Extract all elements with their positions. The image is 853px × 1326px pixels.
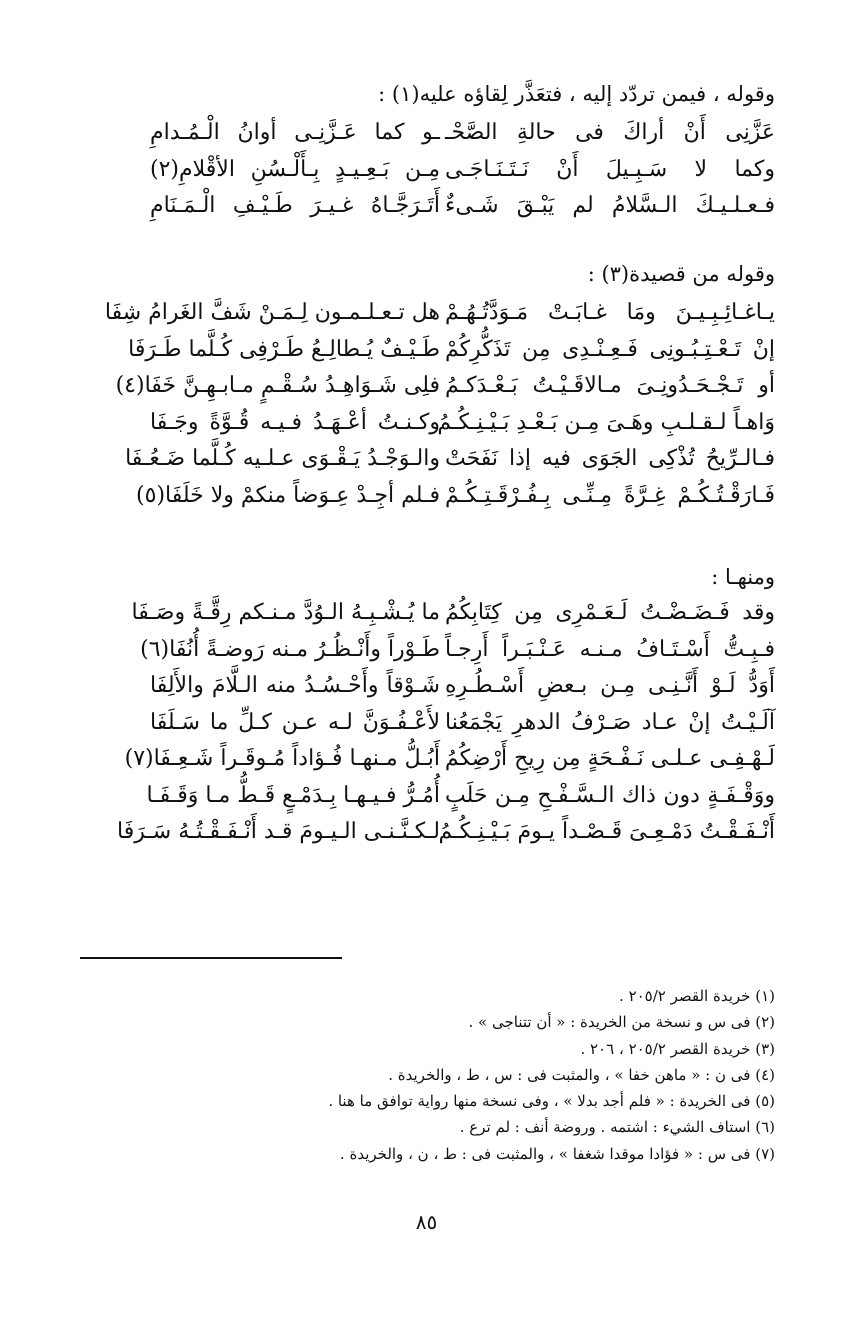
poem-stanza: [116, 600, 775, 856]
first-hemistich: فـالـرِّيحُ تُذْكِى الجَوَى فيه إذا نَفَحَتْ: [445, 446, 775, 471]
second-hemistich: أَتَـرَجَّـاهُ غـيـرَ طَـيْـفِ الْـمَـنَامِ: [150, 193, 440, 218]
verse-line: [131, 600, 775, 637]
first-hemistich: فَـارَقْـتُـكُـمْ غِـرَّةً مِـنِّـى بِـفُـرْقَـتِـكُـمْ: [445, 482, 775, 508]
verse-line: [150, 410, 775, 447]
first-hemistich: أَوَدُّ لَـوْ أَنَّـنِـى مِـن بـعضِ أَسْـطُـرِهِ: [445, 673, 775, 698]
verse-line: [150, 157, 775, 194]
footnote: (٧) فى س : « فؤادا موقدا شغفا » ، والمثبت فى : ط ، ن ، والخريدة .: [339, 1144, 775, 1163]
first-hemistich: وكما لا سَـبِـيلَ أَنْ نَـتَـنَـاجَـى: [445, 156, 775, 182]
first-hemistich: فـعـلـيـكَ الـسَّلامُ لم يَبْـقَ شَـىءٌ: [445, 193, 775, 218]
first-hemistich: أو تَـجْـحَـدُونِـىَ مـالاقَـيْـتُ بَـعْـدَكـمُ: [445, 373, 775, 398]
footnote: (٣) خريدة القصر ٢٠٥/٢ ، ٢٠٦ .: [580, 1039, 775, 1058]
second-hemistich: أَبُـلُّ مـنهـا فُـؤاداً مُـوقَـراً شَـعِـفَا(٧): [124, 746, 440, 771]
second-hemistich: ما يُـشْـبِـهُ الـوُدَّ مـنـكم رِقَّـةً وصَـفَا: [131, 600, 440, 625]
first-hemistich: لَـهْـفِـى عـلـى نَـفْـحَةٍ مِن رِيحِ أَرْضِكُمُ: [444, 746, 775, 771]
second-hemistich: والـوَجْـدُ يَـقْـوَى عـلـيه كُـلَّما ضَـعُـفَا: [125, 446, 440, 471]
verse-line: [140, 636, 775, 674]
verse-line: [150, 120, 775, 157]
second-hemistich: طَـوْراً وأَنْـظُـرُ مـنه رَوضـةً أُنُفَا(٦): [140, 636, 440, 662]
verse-line: [116, 819, 775, 856]
first-hemistich: يـاغـائِـبِـيـنَ ومَا غـابَـتْ مَـوَدَّتُـهُـمْ: [445, 300, 775, 325]
second-hemistich: لـكـنَّـنـى الـيـومَ قـد أَنْـفَـقْـتُـهُ سَـرَفَا: [116, 819, 440, 844]
poem-stanza: [150, 120, 775, 230]
verse-line: [150, 193, 775, 230]
verse-line: [146, 782, 775, 820]
poem-stanza: [104, 300, 775, 519]
second-hemistich: طَـيْـفٌ يُـطالِـعُ طَـرْفِى كُـلَّما طَـرَفَا: [128, 336, 440, 362]
verse-line: [150, 710, 775, 747]
second-hemistich: هل تـعـلـمـون لِـمَـنْ شَفَّ الغَرامُ شِفَا: [104, 300, 440, 325]
page-number: ٨٥: [415, 1210, 438, 1234]
first-hemistich: آلَـيْـتُ إنْ عـاد صَـرْفُ الدهرِ يَجْمَعُنا: [445, 709, 775, 735]
section-intro: ومنهـا :: [711, 565, 775, 589]
second-hemistich: مِـن بَـعِـيـدٍ بِـأَلْـسُنِ الأقْلامِ(٢): [150, 156, 440, 182]
second-hemistich: فلِى شَـوَاهِـدُ سُـقْـمٍ مـابـهِـنَّ خَفَا(٤): [115, 373, 440, 398]
second-hemistich: فـلم أجِـدْ عِـوَضاً منكمْ ولا خَلَفَا(٥): [136, 482, 440, 508]
second-hemistich: ـو كما عَـزَّنِـى أوانُ الْـمُـدامِ: [150, 120, 440, 145]
verse-line: [136, 482, 775, 520]
second-hemistich: وكـنـتُ أعْـهَـدُ فـيـه قُـوَّةً وجَـفَا: [150, 409, 440, 435]
verse-line: [104, 300, 775, 337]
verse-line: [124, 746, 775, 783]
first-hemistich: إنْ تَـعْـتِـبُـونِى فَـعِـنْـدِى مِن تَذَكُّرِكُمْ: [445, 336, 775, 362]
footnote: (٤) فى ن : « ماهن خفا » ، والمثبت فى : س ، ط ، والخريدة .: [388, 1065, 775, 1084]
first-hemistich: وقد فَـضَـضْـتُ لَـعَـمْرِى مِن كِتَابِكُمُ: [445, 600, 775, 625]
first-hemistich: وَاهـاً لـقـلـبِ وهَـىَ مِـن بَـعْـدِ بَـيْـنِـكُـمُ: [437, 409, 775, 435]
first-hemistich: أَنْـفَـقْـتُ دَمْـعِـىَ قَـصْـداً يـومَ بَـيْـنِـكُـمُ: [438, 819, 775, 844]
footnote: (١) خريدة القصر ٢٠٥/٢ .: [619, 987, 775, 1005]
footnote-divider: [80, 957, 342, 959]
verse-line: [128, 336, 775, 374]
footnote: (٦) استاف الشيء : اشتمه . وروضة أنف : لم ترع .: [459, 1118, 775, 1137]
section-intro: وقوله من قصيدة(٣) :: [587, 262, 775, 286]
first-hemistich: فـبِـتُّ أَسْـتَـافُ مـنـه عَـنْـبَـراً أَرِجـاً: [445, 636, 775, 662]
first-hemistich: ووَقْـفَـةٍ دون ذاك الـسَّـفْـحِ مِـن حَلَبٍ: [445, 782, 775, 808]
second-hemistich: أُمُـرُّ فـيـهـا بِـدَمْـعٍ قَـطُّ مـا وَقَـفَـا: [146, 782, 440, 808]
verse-line: [115, 373, 775, 410]
second-hemistich: لأَعْـفُـوَنَّ لـه عـن كـلِّ ما سَـلَفَا: [150, 709, 440, 735]
first-hemistich: عَزَّنِى أَنْ أراكَ فى حالةِ الصَّحْـ: [445, 120, 775, 145]
footnotes: [235, 983, 775, 1167]
verse-line: [150, 673, 775, 710]
footnote: (٢) فى س و نسخة من الخريدة : « أن تتناجى » .: [468, 1013, 775, 1032]
footnote: (٥) فى الخريدة : « فلم أجد بدلا » ، وفى نسخة منها رواية توافق ما هنا .: [328, 1092, 775, 1111]
verse-line: [125, 446, 775, 483]
second-hemistich: شَـوْقاً وأَحْـسُـدُ منه الـلَّامَ والأَلِفَا: [150, 673, 440, 698]
section-intro: وقوله ، فيمن تردّد إليه ، فتعَذَّر لِقاؤه عليه(١) :: [378, 82, 775, 106]
